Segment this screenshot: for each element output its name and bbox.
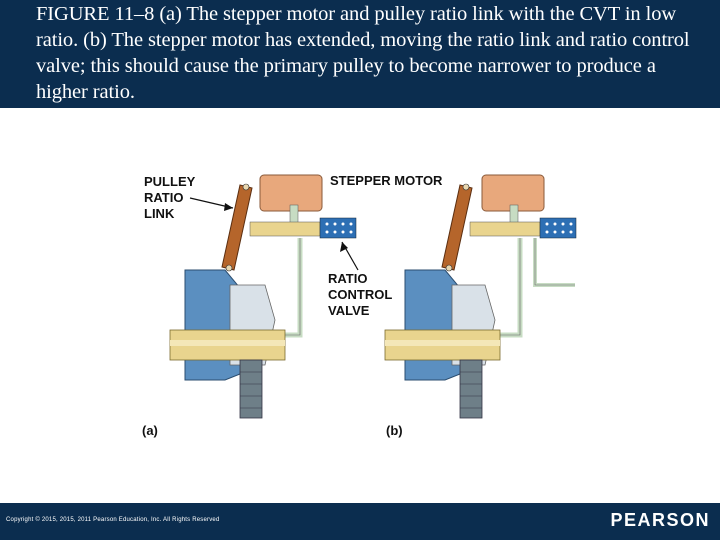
panel-b-diagram: [385, 175, 576, 418]
slide-title: FIGURE 11–8 (a) The stepper motor and pulley ratio link with the CVT in low ratio. (b) The stepper motor has extended, moving the ratio link and ratio control valve; this should cause the primary pulley to become narrower to produce a higher ratio.: [36, 3, 690, 103]
ratio-control-valve-b: [540, 218, 576, 238]
label-pulley-ratio-link-line1: PULLEY: [144, 174, 196, 189]
label-pulley-ratio-link-line3: LINK: [144, 206, 175, 221]
label-pulley-ratio-link-line2: RATIO: [144, 190, 184, 205]
belt-a: [240, 360, 262, 418]
valve-body-a: [250, 222, 320, 236]
belt-b: [460, 360, 482, 418]
title-banner: [0, 0, 720, 108]
label-ratio-control-valve-line3: VALVE: [328, 303, 370, 318]
label-panel-a: (a): [142, 423, 158, 438]
label-panel-b: (b): [386, 423, 403, 438]
label-ratio-control-valve-line1: RATIO: [328, 271, 368, 286]
pearson-logo: PEARSON: [610, 510, 710, 530]
pulley-ratio-link-b: [442, 185, 472, 270]
footer-banner: [0, 503, 720, 540]
valve-body-b: [470, 222, 540, 236]
pulley-ratio-link-a: [222, 185, 252, 270]
copyright-text: Copyright © 2015, 2015, 2011 Pearson Education, Inc. All Rights Reserved: [6, 517, 220, 523]
ratio-control-valve-a: [320, 218, 356, 238]
label-stepper-motor: STEPPER MOTOR: [330, 173, 443, 188]
label-ratio-control-valve-line2: CONTROL: [328, 287, 393, 302]
cvt-stepper-figure: [130, 160, 590, 445]
